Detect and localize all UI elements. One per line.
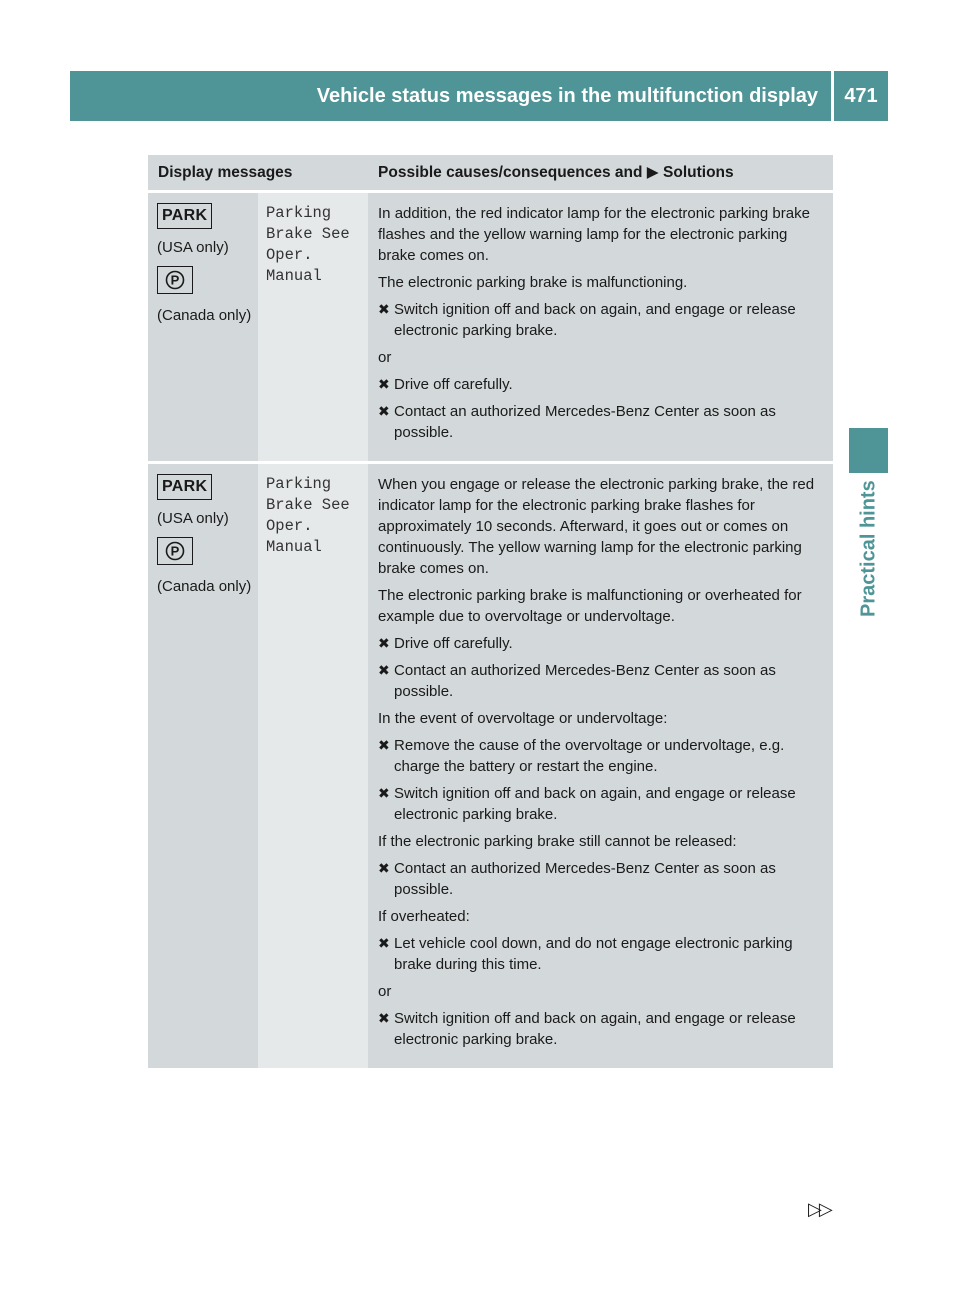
arrow-right-icon: ✖ bbox=[378, 737, 390, 753]
arrow-right-icon: ✖ bbox=[378, 662, 390, 678]
step-text: Drive off carefully. bbox=[394, 376, 513, 393]
solution-step bbox=[378, 299, 827, 341]
arrow-right-icon: ✖ bbox=[378, 935, 390, 951]
cause-text: The electronic parking brake is malfunctioning or overheated for example due to overvoltage or undervoltage. bbox=[378, 587, 802, 625]
solution-step bbox=[378, 401, 827, 443]
solution-step bbox=[378, 783, 827, 825]
cause-text: In addition, the red indicator lamp for the electronic parking brake flashes and the yellow warning lamp for the electronic parking brake comes on. bbox=[378, 205, 810, 264]
arrow-right-icon: ✖ bbox=[378, 301, 390, 317]
solution-step bbox=[378, 735, 827, 777]
cause-text: If the electronic parking brake still cannot be released: bbox=[378, 833, 737, 850]
park-brake-icon: PARK bbox=[157, 474, 212, 500]
solution-step bbox=[378, 633, 827, 654]
display-message-cell bbox=[258, 463, 368, 1069]
arrow-right-icon: ✖ bbox=[378, 635, 390, 651]
solution-step bbox=[378, 374, 827, 395]
status-messages-table bbox=[148, 155, 833, 1068]
solution-step bbox=[378, 1008, 827, 1050]
table-header-row bbox=[148, 155, 833, 192]
step-text: Let vehicle cool down, and do not engage electronic parking brake during this time. bbox=[394, 935, 793, 973]
park-brake-icon: PARK bbox=[157, 203, 212, 229]
circled-p-icon bbox=[157, 266, 193, 294]
display-icon-cell bbox=[148, 192, 258, 463]
step-text: Remove the cause of the overvoltage or undervoltage, e.g. charge the battery or restart the engine. bbox=[394, 737, 785, 775]
step-text: Switch ignition off and back on again, and engage or release electronic parking brake. bbox=[394, 785, 796, 823]
region-label-canada: (Canada only) bbox=[157, 307, 252, 324]
arrow-right-icon: ✖ bbox=[378, 1010, 390, 1026]
region-label-usa: (USA only) bbox=[157, 510, 229, 527]
page-header bbox=[70, 71, 888, 121]
display-icon-cell bbox=[148, 463, 258, 1069]
column-header-display: Display messages bbox=[148, 155, 368, 192]
continuation-marker: ▷▷ bbox=[808, 1199, 830, 1219]
arrow-right-icon: ✖ bbox=[378, 860, 390, 876]
causes-solutions-cell bbox=[368, 192, 833, 463]
region-label-usa: (USA only) bbox=[157, 239, 229, 256]
arrow-right-icon: ✖ bbox=[378, 403, 390, 419]
svg-text:P: P bbox=[170, 272, 180, 288]
cause-text: When you engage or release the electronic parking brake, the red indicator lamp for the electronic parking brake flashes for approximately 10 seconds. Afterward, it goes out or comes on continuously. The yellow warning lamp for the electronic parking brake comes on. bbox=[378, 476, 815, 577]
table-row bbox=[148, 463, 833, 1069]
step-text: Contact an authorized Mercedes-Benz Center as soon as possible. bbox=[394, 403, 776, 441]
page-number: 471 bbox=[844, 84, 878, 107]
step-text: Contact an authorized Mercedes-Benz Center as soon as possible. bbox=[394, 662, 776, 700]
column-header-causes: Possible causes/consequences and ▶ Solutions bbox=[368, 155, 833, 192]
cause-text: If overheated: bbox=[378, 908, 470, 925]
section-tab-label: Practical hints bbox=[857, 480, 880, 617]
step-text: Switch ignition off and back on again, and engage or release electronic parking brake. bbox=[394, 1010, 796, 1048]
causes-solutions-cell bbox=[368, 463, 833, 1069]
step-text: Drive off carefully. bbox=[394, 635, 513, 652]
solution-step bbox=[378, 858, 827, 900]
display-message-text: Parking Brake See Oper. Manual bbox=[266, 475, 350, 556]
table-row bbox=[148, 192, 833, 463]
cause-text: or bbox=[378, 349, 392, 366]
page-title: Vehicle status messages in the multifunction display bbox=[316, 84, 818, 107]
display-message-cell bbox=[258, 192, 368, 463]
svg-text:P: P bbox=[170, 543, 180, 559]
arrow-right-icon: ✖ bbox=[378, 376, 390, 392]
display-message-text: Parking Brake See Oper. Manual bbox=[266, 204, 350, 285]
cause-text: In the event of overvoltage or undervoltage: bbox=[378, 710, 668, 727]
region-label-canada: (Canada only) bbox=[157, 578, 252, 595]
solution-step bbox=[378, 660, 827, 702]
cause-text: The electronic parking brake is malfunctioning. bbox=[378, 274, 688, 291]
solution-step bbox=[378, 933, 827, 975]
section-tab-marker bbox=[849, 428, 888, 473]
arrow-right-icon: ✖ bbox=[378, 785, 390, 801]
step-text: Switch ignition off and back on again, and engage or release electronic parking brake. bbox=[394, 301, 796, 339]
step-text: Contact an authorized Mercedes-Benz Center as soon as possible. bbox=[394, 860, 776, 898]
cause-text: or bbox=[378, 983, 392, 1000]
circled-p-icon bbox=[157, 537, 193, 565]
